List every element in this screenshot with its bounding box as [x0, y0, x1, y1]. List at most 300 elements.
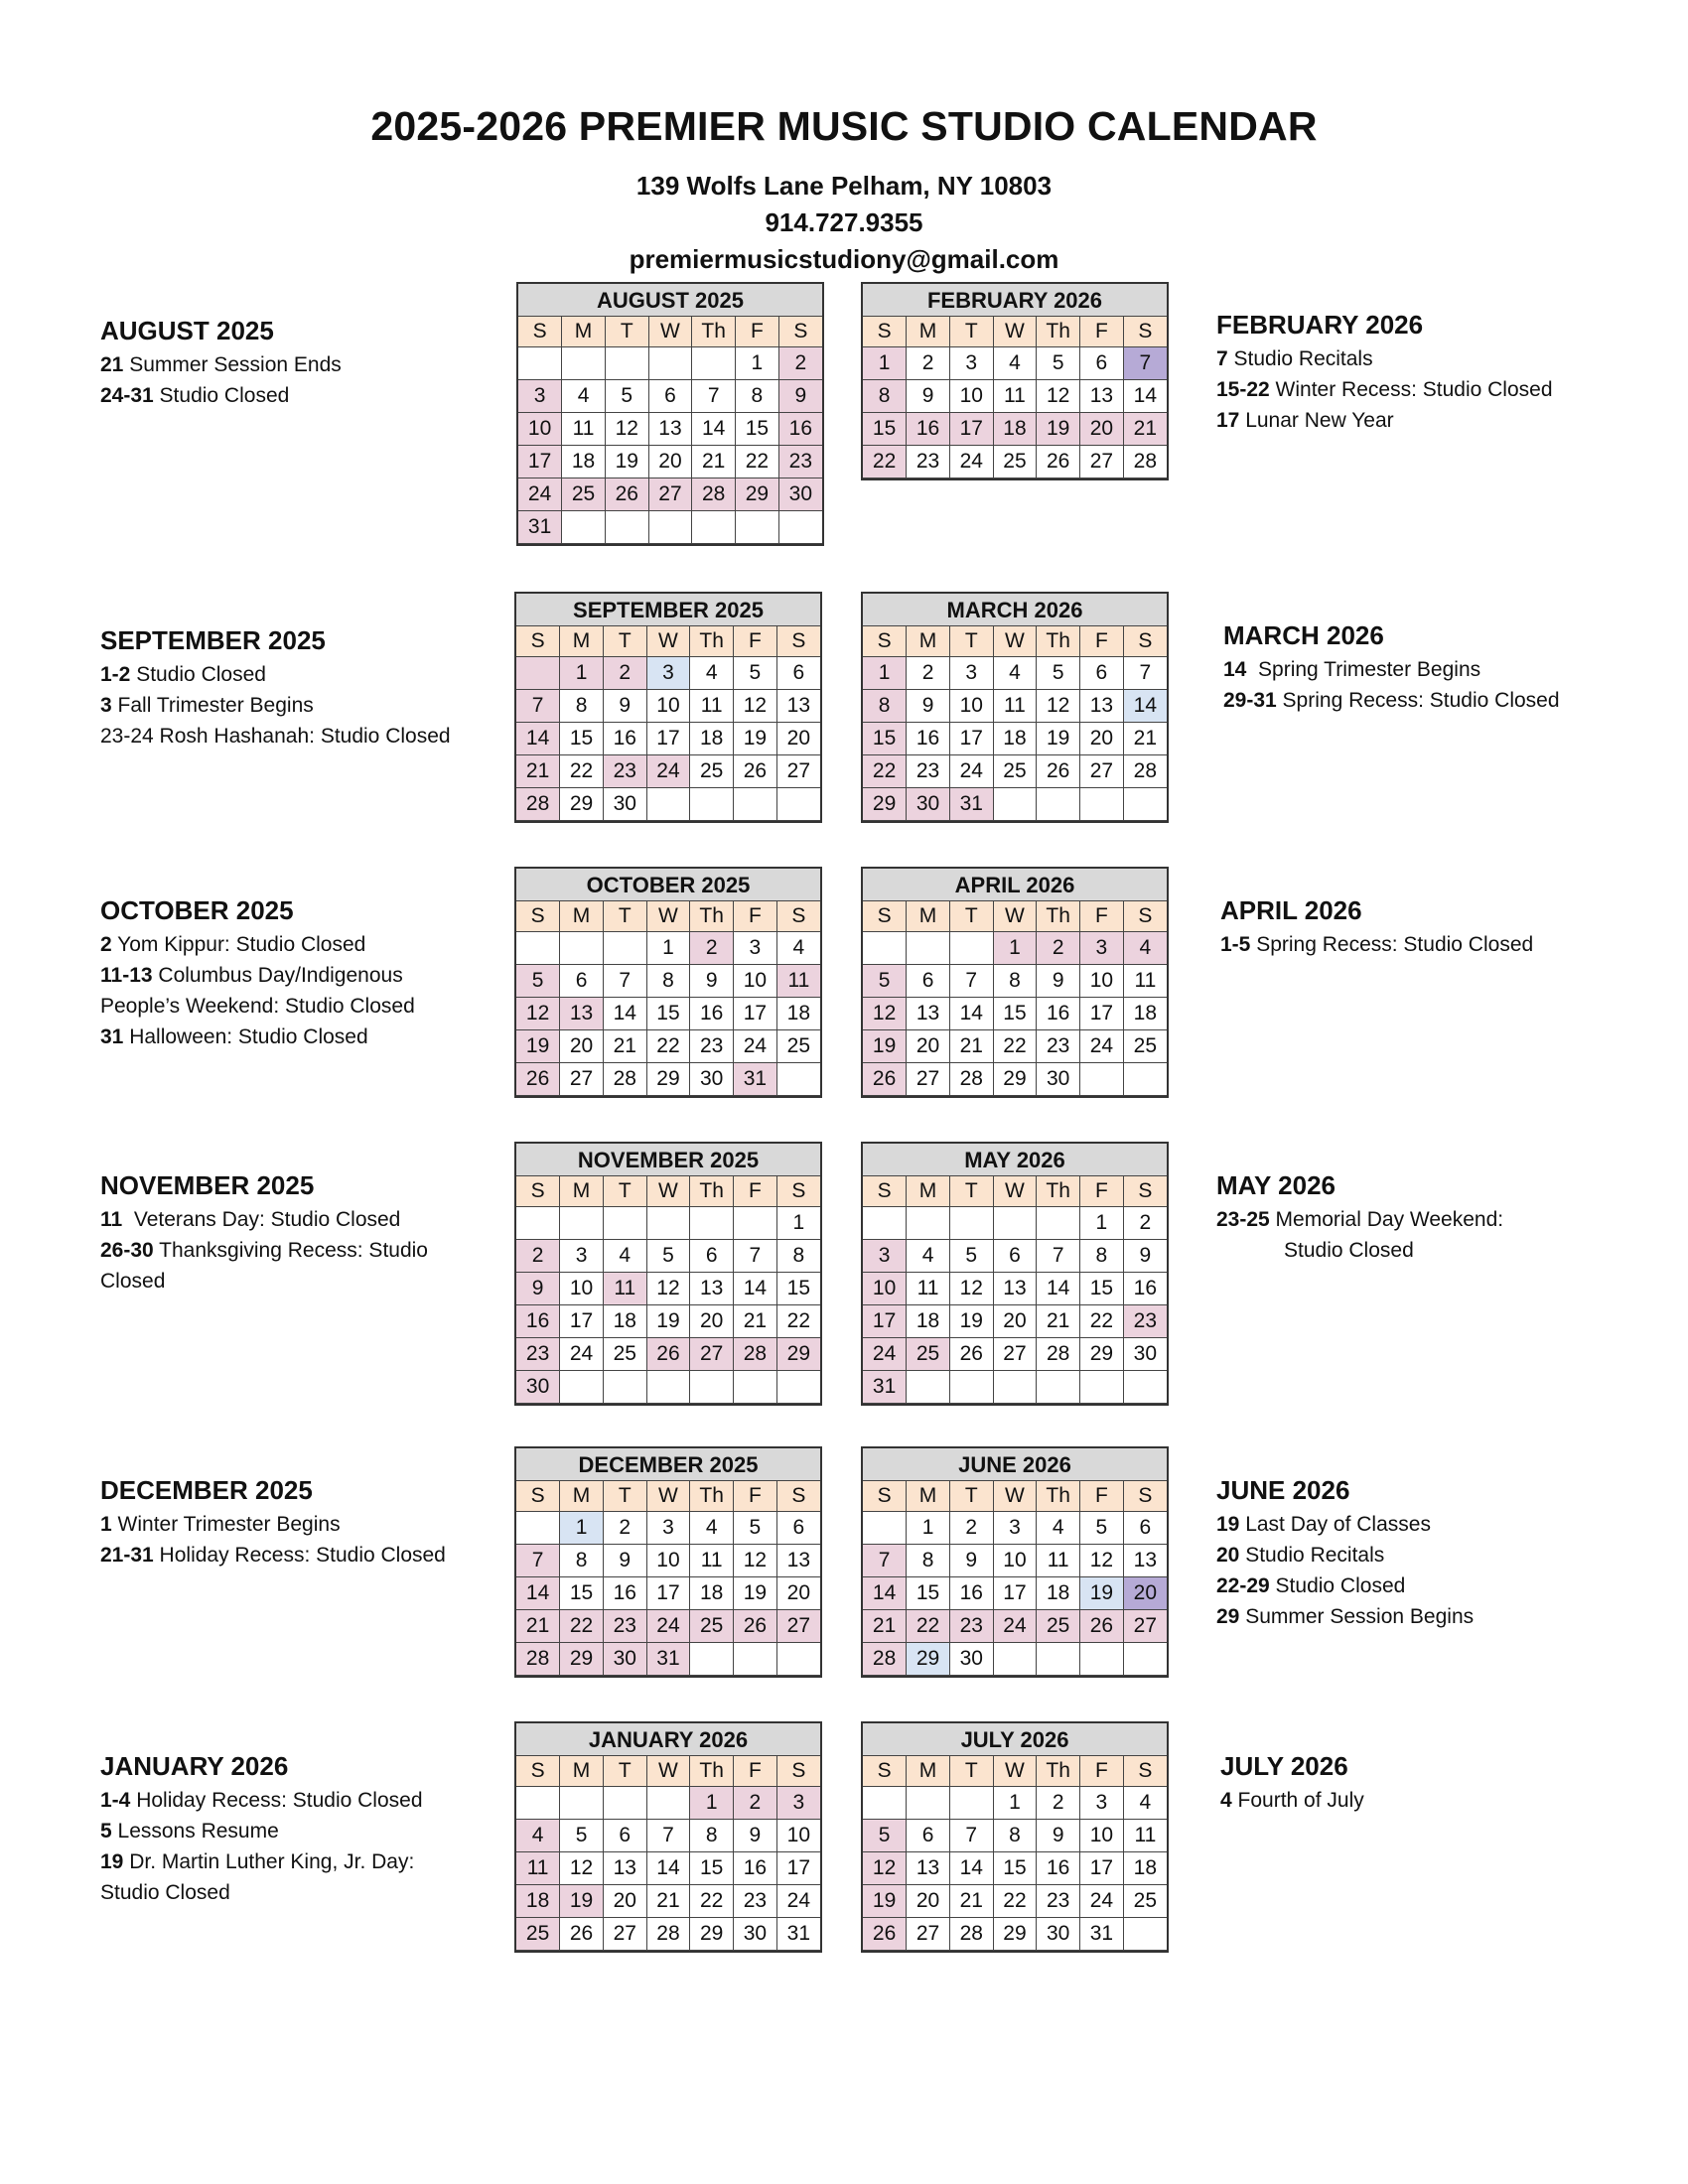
event-item: [1223, 685, 1640, 716]
day-cell: 23: [690, 1030, 734, 1063]
day-cell: 8: [863, 380, 907, 413]
day-cell: 4: [993, 657, 1037, 690]
day-cell: 17: [560, 1305, 604, 1338]
event-date: 31: [100, 1025, 124, 1048]
notes-month-heading: MAY 2026: [1216, 1170, 1336, 1200]
day-cell: 12: [734, 1545, 777, 1577]
event-text: Spring Trimester Begins: [1246, 658, 1481, 681]
event-date: 19: [100, 1850, 124, 1873]
day-cell: 19: [605, 446, 648, 478]
notes-october-2025: [100, 893, 478, 1052]
day-cell: 4: [993, 347, 1037, 380]
empty-day-cell: [1080, 1063, 1124, 1096]
day-cell: 8: [560, 1545, 604, 1577]
weekday-header: S: [516, 1176, 560, 1207]
calendar-january-2026: [514, 1721, 822, 1953]
day-cell: 27: [993, 1338, 1037, 1371]
empty-day-cell: [516, 1787, 560, 1820]
month-title: JULY 2026: [863, 1723, 1167, 1756]
day-cell: 31: [518, 511, 562, 544]
empty-day-cell: [993, 1643, 1037, 1676]
empty-day-cell: [1123, 1371, 1167, 1404]
event-item: [1216, 1509, 1633, 1540]
weekday-header: S: [516, 1756, 560, 1787]
day-cell: 14: [1037, 1273, 1080, 1305]
empty-day-cell: [562, 511, 606, 544]
day-cell: 6: [603, 1820, 646, 1852]
month-title: JANUARY 2026: [516, 1723, 820, 1756]
day-cell: 20: [1123, 1577, 1167, 1610]
day-cell: 21: [1123, 723, 1167, 755]
event-text: Veterans Day: Studio Closed: [122, 1208, 401, 1231]
day-cell: 30: [516, 1371, 560, 1404]
day-cell: 2: [1037, 1787, 1080, 1820]
day-cell: 21: [692, 446, 736, 478]
day-cell: 10: [1080, 965, 1124, 998]
day-cell: 22: [863, 755, 907, 788]
day-cell: 12: [560, 1852, 604, 1885]
empty-day-cell: [516, 1512, 560, 1545]
day-cell: 30: [778, 478, 822, 511]
day-cell: 11: [603, 1273, 646, 1305]
day-cell: 19: [560, 1885, 604, 1918]
day-cell: 1: [690, 1787, 734, 1820]
day-cell: 20: [1080, 413, 1124, 446]
notes-month-heading: FEBRUARY 2026: [1216, 310, 1424, 340]
day-cell: 14: [1123, 380, 1167, 413]
weekday-header: F: [1080, 626, 1124, 657]
day-cell: 7: [1123, 657, 1167, 690]
day-cell: 12: [734, 690, 777, 723]
weekday-header: M: [907, 901, 950, 932]
event-text: Summer Session Begins: [1239, 1605, 1475, 1628]
month-title: APRIL 2026: [863, 869, 1167, 901]
day-cell: 10: [949, 690, 993, 723]
day-cell: 2: [690, 932, 734, 965]
day-cell: 19: [1037, 413, 1080, 446]
day-cell: 28: [1123, 446, 1167, 478]
day-cell: 4: [690, 1512, 734, 1545]
weekday-header: F: [734, 901, 777, 932]
day-cell: 11: [993, 380, 1037, 413]
event-date: 17: [1216, 409, 1240, 432]
day-cell: 20: [776, 723, 820, 755]
day-cell: 5: [949, 1240, 993, 1273]
empty-day-cell: [907, 1371, 950, 1404]
event-text: Yom Kippur: Studio Closed: [111, 933, 366, 956]
day-cell: 29: [907, 1643, 950, 1676]
empty-day-cell: [734, 1643, 777, 1676]
day-cell: 29: [776, 1338, 820, 1371]
day-cell: 24: [518, 478, 562, 511]
empty-day-cell: [516, 1207, 560, 1240]
day-cell: 6: [1080, 347, 1124, 380]
empty-day-cell: [863, 1512, 907, 1545]
event-item: [100, 380, 497, 411]
weekday-header: S: [776, 1176, 820, 1207]
notes-month-heading: MARCH 2026: [1223, 620, 1384, 650]
event-item: [1216, 1601, 1633, 1632]
weekday-header: W: [646, 626, 690, 657]
day-cell: 31: [863, 1371, 907, 1404]
day-cell: 27: [603, 1918, 646, 1951]
day-cell: 20: [1080, 723, 1124, 755]
day-cell: 26: [863, 1918, 907, 1951]
empty-day-cell: [648, 347, 692, 380]
day-cell: 3: [646, 657, 690, 690]
day-cell: 15: [776, 1273, 820, 1305]
day-cell: 17: [776, 1852, 820, 1885]
empty-day-cell: [560, 1207, 604, 1240]
day-cell: 29: [1080, 1338, 1124, 1371]
day-cell: 20: [648, 446, 692, 478]
day-cell: 8: [863, 690, 907, 723]
day-cell: 8: [776, 1240, 820, 1273]
day-cell: 13: [560, 998, 604, 1030]
weekday-header: W: [993, 901, 1037, 932]
day-cell: 6: [776, 657, 820, 690]
day-cell: 4: [1123, 932, 1167, 965]
day-cell: 13: [648, 413, 692, 446]
event-date: 14: [1223, 658, 1247, 681]
event-item: [100, 929, 478, 960]
day-cell: 8: [1080, 1240, 1124, 1273]
day-cell: 31: [646, 1643, 690, 1676]
event-text: Spring Recess: Studio Closed: [1276, 689, 1560, 712]
day-cell: 20: [776, 1577, 820, 1610]
day-cell: 25: [993, 446, 1037, 478]
empty-day-cell: [863, 1207, 907, 1240]
day-cell: 21: [1123, 413, 1167, 446]
weekday-header: S: [1123, 901, 1167, 932]
day-cell: 22: [736, 446, 779, 478]
event-item: [100, 1846, 468, 1908]
day-cell: 24: [734, 1030, 777, 1063]
calendar-december-2025: [514, 1446, 822, 1678]
calendar-june-2026: [861, 1446, 1169, 1678]
day-cell: 22: [1080, 1305, 1124, 1338]
weekday-header: M: [560, 1481, 604, 1512]
day-cell: 19: [863, 1030, 907, 1063]
day-cell: 23: [907, 446, 950, 478]
day-cell: 27: [690, 1338, 734, 1371]
event-date: 3: [100, 694, 112, 717]
day-cell: 14: [603, 998, 646, 1030]
day-cell: 10: [646, 690, 690, 723]
event-item: [1216, 1235, 1633, 1266]
event-item: [1223, 654, 1640, 685]
day-cell: 18: [907, 1305, 950, 1338]
event-item: [100, 1022, 478, 1052]
day-cell: 26: [605, 478, 648, 511]
calendar-july-2026: [861, 1721, 1169, 1953]
day-cell: 17: [518, 446, 562, 478]
event-item: [100, 349, 497, 380]
day-cell: 7: [949, 965, 993, 998]
day-cell: 1: [560, 1512, 604, 1545]
day-cell: 25: [993, 755, 1037, 788]
day-cell: 24: [949, 446, 993, 478]
day-cell: 27: [1123, 1610, 1167, 1643]
weekday-header: W: [993, 1176, 1037, 1207]
weekday-header: S: [776, 1481, 820, 1512]
day-cell: 30: [1037, 1918, 1080, 1951]
empty-day-cell: [776, 1643, 820, 1676]
day-cell: 6: [907, 1820, 950, 1852]
empty-day-cell: [1037, 1643, 1080, 1676]
day-cell: 7: [646, 1820, 690, 1852]
day-cell: 10: [776, 1820, 820, 1852]
day-cell: 9: [690, 965, 734, 998]
day-cell: 2: [1123, 1207, 1167, 1240]
day-cell: 10: [1080, 1820, 1124, 1852]
event-item: [100, 1204, 478, 1235]
weekday-header: F: [1080, 901, 1124, 932]
weekday-header: Th: [690, 1176, 734, 1207]
day-cell: 27: [907, 1063, 950, 1096]
calendar-november-2025: [514, 1142, 822, 1406]
weekday-header: W: [993, 1756, 1037, 1787]
day-cell: 6: [648, 380, 692, 413]
empty-day-cell: [907, 1787, 950, 1820]
weekday-header: Th: [1037, 626, 1080, 657]
day-cell: 30: [603, 788, 646, 821]
day-cell: 22: [993, 1885, 1037, 1918]
notes-month-heading: SEPTEMBER 2025: [100, 625, 326, 655]
weekday-header: M: [907, 1176, 950, 1207]
day-cell: 18: [690, 1577, 734, 1610]
day-cell: 8: [993, 1820, 1037, 1852]
day-cell: 10: [993, 1545, 1037, 1577]
empty-day-cell: [690, 788, 734, 821]
day-cell: 17: [646, 1577, 690, 1610]
day-cell: 2: [907, 347, 950, 380]
event-date: 15-22: [1216, 378, 1270, 401]
day-cell: 11: [516, 1852, 560, 1885]
day-cell: 28: [949, 1063, 993, 1096]
day-cell: 13: [1123, 1545, 1167, 1577]
day-cell: 28: [692, 478, 736, 511]
day-cell: 1: [736, 347, 779, 380]
weekday-header: T: [603, 1756, 646, 1787]
day-cell: 20: [907, 1030, 950, 1063]
day-cell: 21: [516, 1610, 560, 1643]
event-text: 23-24 Rosh Hashanah: Studio Closed: [100, 725, 451, 748]
day-cell: 5: [863, 1820, 907, 1852]
empty-day-cell: [1080, 1643, 1124, 1676]
day-cell: 15: [560, 723, 604, 755]
event-item: [100, 1235, 478, 1297]
notes-august-2025: [100, 314, 497, 411]
day-cell: 23: [907, 755, 950, 788]
empty-day-cell: [907, 932, 950, 965]
day-cell: 25: [1037, 1610, 1080, 1643]
day-cell: 15: [993, 998, 1037, 1030]
day-cell: 29: [993, 1063, 1037, 1096]
day-cell: 14: [1123, 690, 1167, 723]
day-cell: 6: [776, 1512, 820, 1545]
day-cell: 4: [562, 380, 606, 413]
day-cell: 16: [949, 1577, 993, 1610]
day-cell: 27: [776, 755, 820, 788]
studio-email[interactable]: premiermusicstudiony@gmail.com: [629, 244, 1059, 274]
day-cell: 8: [907, 1545, 950, 1577]
calendar-april-2026: [861, 867, 1169, 1098]
day-cell: 19: [516, 1030, 560, 1063]
event-item: [100, 1785, 468, 1816]
day-cell: 9: [1037, 965, 1080, 998]
day-cell: 16: [907, 413, 950, 446]
calendar-september-2025: [514, 592, 822, 823]
day-cell: 14: [516, 723, 560, 755]
day-cell: 9: [949, 1545, 993, 1577]
day-cell: 15: [646, 998, 690, 1030]
month-title: SEPTEMBER 2025: [516, 594, 820, 626]
event-date: 23-25: [1216, 1208, 1270, 1231]
day-cell: 22: [907, 1610, 950, 1643]
day-cell: 26: [560, 1918, 604, 1951]
weekday-header: S: [518, 317, 562, 347]
event-text: Holiday Recess: Studio Closed: [153, 1544, 446, 1567]
event-date: 4: [1220, 1789, 1232, 1812]
day-cell: 3: [863, 1240, 907, 1273]
day-cell: 13: [907, 1852, 950, 1885]
weekday-header: M: [560, 1756, 604, 1787]
empty-day-cell: [690, 1371, 734, 1404]
day-cell: 24: [863, 1338, 907, 1371]
day-cell: 30: [734, 1918, 777, 1951]
event-item: [1216, 374, 1633, 405]
day-cell: 8: [736, 380, 779, 413]
day-cell: 6: [690, 1240, 734, 1273]
day-cell: 9: [907, 380, 950, 413]
day-cell: 13: [776, 1545, 820, 1577]
notes-month-heading: APRIL 2026: [1220, 895, 1362, 925]
day-cell: 20: [690, 1305, 734, 1338]
empty-day-cell: [734, 1207, 777, 1240]
weekday-header: T: [605, 317, 648, 347]
empty-day-cell: [692, 511, 736, 544]
weekday-header: Th: [1037, 1481, 1080, 1512]
event-text: Winter Trimester Begins: [111, 1513, 341, 1536]
notes-november-2025: [100, 1168, 478, 1297]
empty-day-cell: [518, 347, 562, 380]
weekday-header: S: [1123, 1756, 1167, 1787]
event-date: 1-4: [100, 1789, 131, 1812]
day-cell: 13: [993, 1273, 1037, 1305]
day-cell: 4: [1037, 1512, 1080, 1545]
empty-day-cell: [736, 511, 779, 544]
day-cell: 1: [993, 932, 1037, 965]
day-cell: 23: [778, 446, 822, 478]
weekday-header: W: [993, 317, 1037, 347]
day-cell: 17: [1080, 998, 1124, 1030]
empty-day-cell: [1037, 1207, 1080, 1240]
day-cell: 30: [1123, 1338, 1167, 1371]
empty-day-cell: [863, 1787, 907, 1820]
day-cell: 1: [863, 657, 907, 690]
notes-february-2026: [1216, 308, 1633, 436]
day-cell: 11: [1123, 965, 1167, 998]
day-cell: 18: [1123, 998, 1167, 1030]
day-cell: 5: [1037, 657, 1080, 690]
notes-january-2026: [100, 1749, 468, 1908]
day-cell: 13: [907, 998, 950, 1030]
day-cell: 7: [692, 380, 736, 413]
month-title: MARCH 2026: [863, 594, 1167, 626]
day-cell: 23: [1037, 1885, 1080, 1918]
empty-day-cell: [1080, 788, 1124, 821]
empty-day-cell: [603, 1371, 646, 1404]
day-cell: 27: [907, 1918, 950, 1951]
day-cell: 23: [1123, 1305, 1167, 1338]
day-cell: 8: [993, 965, 1037, 998]
day-cell: 23: [734, 1885, 777, 1918]
weekday-header: F: [1080, 1176, 1124, 1207]
weekday-header: Th: [1037, 1176, 1080, 1207]
day-cell: 20: [993, 1305, 1037, 1338]
day-cell: 26: [1037, 446, 1080, 478]
day-cell: 4: [776, 932, 820, 965]
day-cell: 5: [605, 380, 648, 413]
calendar-march-2026: [861, 592, 1169, 823]
day-cell: 17: [734, 998, 777, 1030]
weekday-header: T: [603, 1176, 646, 1207]
day-cell: 28: [516, 1643, 560, 1676]
notes-month-heading: OCTOBER 2025: [100, 895, 294, 925]
weekday-header: T: [603, 901, 646, 932]
day-cell: 25: [562, 478, 606, 511]
day-cell: 11: [690, 1545, 734, 1577]
day-cell: 6: [993, 1240, 1037, 1273]
day-cell: 24: [1080, 1885, 1124, 1918]
day-cell: 1: [560, 657, 604, 690]
day-cell: 2: [949, 1512, 993, 1545]
day-cell: 26: [1037, 755, 1080, 788]
day-cell: 11: [1037, 1545, 1080, 1577]
event-text: Columbus Day/Indigenous People’s Weekend: Studio Closed: [100, 964, 415, 1018]
day-cell: 7: [734, 1240, 777, 1273]
day-cell: 10: [646, 1545, 690, 1577]
day-cell: 11: [993, 690, 1037, 723]
empty-day-cell: [605, 347, 648, 380]
event-date: 7: [1216, 347, 1228, 370]
day-cell: 15: [993, 1852, 1037, 1885]
day-cell: 4: [907, 1240, 950, 1273]
event-text: Last Day of Classes: [1239, 1513, 1431, 1536]
day-cell: 22: [646, 1030, 690, 1063]
weekday-header: W: [646, 1756, 690, 1787]
day-cell: 7: [949, 1820, 993, 1852]
weekday-header: F: [734, 1756, 777, 1787]
weekday-header: W: [648, 317, 692, 347]
empty-day-cell: [646, 1207, 690, 1240]
day-cell: 1: [863, 347, 907, 380]
day-cell: 18: [993, 723, 1037, 755]
event-item: [100, 690, 517, 721]
empty-day-cell: [1080, 1371, 1124, 1404]
day-cell: 6: [1080, 657, 1124, 690]
day-cell: 17: [993, 1577, 1037, 1610]
day-cell: 16: [734, 1852, 777, 1885]
empty-day-cell: [1123, 1918, 1167, 1951]
weekday-header: F: [1080, 1756, 1124, 1787]
day-cell: 30: [907, 788, 950, 821]
notes-april-2026: [1220, 893, 1637, 960]
day-cell: 21: [516, 755, 560, 788]
event-item: [100, 1540, 507, 1570]
empty-day-cell: [648, 511, 692, 544]
